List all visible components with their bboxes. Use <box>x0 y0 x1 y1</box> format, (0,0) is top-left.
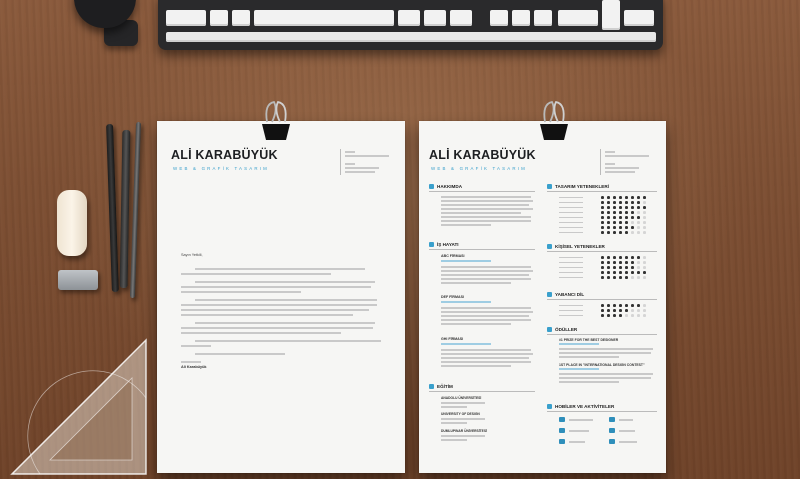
section-rule <box>429 391 535 392</box>
skill-level-dot <box>643 304 646 307</box>
skill-level-dot <box>643 196 646 199</box>
hobby-label <box>569 419 593 421</box>
skill-label <box>559 217 583 219</box>
skill-level-dot <box>601 271 604 274</box>
skill-label <box>559 267 583 269</box>
skill-level-dot <box>607 221 610 224</box>
job-title: GHI FİRMASI <box>441 337 464 341</box>
hobbies-title: HOBİLER VE AKTİVİTELER <box>555 404 615 409</box>
skill-label <box>559 315 583 317</box>
skill-level-dot <box>613 201 616 204</box>
award-line <box>559 381 619 383</box>
skill-level-dot <box>637 266 640 269</box>
job-meta <box>441 343 491 345</box>
section-rule <box>547 191 657 192</box>
contact-line <box>345 171 375 173</box>
contact-line <box>605 167 639 169</box>
letter-subtitle: WEB & GRAFİK TASARIM <box>173 166 270 171</box>
skill-level-dot <box>631 216 634 219</box>
award-title: #1 PRIZE FOR THE BEST DESIGNER <box>559 338 619 342</box>
hobby-icon <box>559 417 565 422</box>
skill-level-dot <box>625 276 628 279</box>
skill-level-dot <box>619 206 622 209</box>
skill-level-dot <box>601 266 604 269</box>
skill-level-dot <box>601 261 604 264</box>
skill-level-dot <box>643 256 646 259</box>
body-line <box>181 286 371 288</box>
job-line <box>441 266 531 268</box>
job-line <box>441 270 533 272</box>
personal-skills-title: KİŞİSEL YETENEKLER <box>555 244 605 249</box>
job-line <box>441 315 529 317</box>
skill-level-dot <box>631 206 634 209</box>
skill-level-dot <box>637 231 640 234</box>
job-line <box>441 349 531 351</box>
skill-level-dot <box>643 266 646 269</box>
section-rule <box>429 249 535 250</box>
skill-level-dot <box>625 266 628 269</box>
skill-level-dot <box>643 221 646 224</box>
skill-level-dot <box>637 201 640 204</box>
body-line <box>181 291 301 293</box>
binder-clip <box>258 98 294 142</box>
skill-level-dot <box>637 216 640 219</box>
skill-level-dot <box>631 261 634 264</box>
skill-level-dot <box>643 201 646 204</box>
skill-level-dot <box>631 196 634 199</box>
skill-label <box>559 262 583 264</box>
languages-icon <box>547 292 552 297</box>
job-line <box>441 274 529 276</box>
skill-level-dot <box>601 231 604 234</box>
skill-level-dot <box>637 206 640 209</box>
skill-level-dot <box>619 261 622 264</box>
skill-level-dot <box>613 196 616 199</box>
job-line <box>441 353 533 355</box>
about-line <box>441 224 491 226</box>
school-line <box>441 439 467 441</box>
skill-level-dot <box>643 261 646 264</box>
eraser <box>57 190 87 256</box>
skill-level-dot <box>613 314 616 317</box>
skill-level-dot <box>631 226 634 229</box>
skill-level-dot <box>607 201 610 204</box>
contact-line <box>345 163 355 165</box>
skill-level-dot <box>625 206 628 209</box>
work-icon <box>429 242 434 247</box>
skill-level-dot <box>601 211 604 214</box>
skill-level-dot <box>607 276 610 279</box>
skill-level-dot <box>643 271 646 274</box>
skill-label <box>559 277 583 279</box>
hobby-label <box>569 430 589 432</box>
skill-level-dot <box>625 231 628 234</box>
job-line <box>441 357 529 359</box>
skill-label <box>559 232 583 234</box>
education-icon <box>429 384 434 389</box>
skill-level-dot <box>607 271 610 274</box>
cover-letter <box>157 121 405 473</box>
contact-divider <box>340 149 341 175</box>
skill-label <box>559 227 583 229</box>
education-title: EĞİTİM <box>437 384 453 389</box>
skill-level-dot <box>607 256 610 259</box>
skill-level-dot <box>631 309 634 312</box>
skill-level-dot <box>619 201 622 204</box>
about-line <box>441 204 529 206</box>
skill-level-dot <box>625 226 628 229</box>
job-title: DEF FİRMASI <box>441 295 464 299</box>
award-line <box>559 356 619 358</box>
hobby-label <box>569 441 585 443</box>
body-line <box>195 268 365 270</box>
skill-level-dot <box>613 221 616 224</box>
skill-level-dot <box>631 304 634 307</box>
work-title: İŞ HAYATI <box>437 242 459 247</box>
skill-level-dot <box>613 211 616 214</box>
job-line <box>441 278 531 280</box>
binder-clip <box>536 98 572 142</box>
letter-name: ALİ KARABÜYÜK <box>171 148 278 162</box>
job-line <box>441 361 531 363</box>
languages-title: YABANCI DİL <box>555 292 585 297</box>
cv-subtitle: WEB & GRAFİK TASARIM <box>431 166 528 171</box>
about-line <box>441 220 531 222</box>
about-line <box>441 208 533 210</box>
skill-level-dot <box>613 271 616 274</box>
skill-label <box>559 197 583 199</box>
skill-label <box>559 257 583 259</box>
skill-level-dot <box>607 226 610 229</box>
skill-level-dot <box>625 216 628 219</box>
cv-name: ALİ KARABÜYÜK <box>429 148 536 162</box>
keyboard <box>158 0 663 50</box>
skill-level-dot <box>601 201 604 204</box>
skill-level-dot <box>619 231 622 234</box>
skill-level-dot <box>643 276 646 279</box>
skill-level-dot <box>631 271 634 274</box>
skill-level-dot <box>631 276 634 279</box>
pencil-grey <box>130 122 141 298</box>
skill-level-dot <box>613 276 616 279</box>
signature: Ali Karabüyük <box>181 365 207 369</box>
skill-level-dot <box>601 276 604 279</box>
skill-level-dot <box>607 309 610 312</box>
school-line <box>441 435 485 437</box>
hobby-icon <box>559 428 565 433</box>
hobby-label <box>619 441 637 443</box>
skill-level-dot <box>613 216 616 219</box>
skill-label <box>559 272 583 274</box>
skill-level-dot <box>625 211 628 214</box>
skill-level-dot <box>637 211 640 214</box>
skill-level-dot <box>613 226 616 229</box>
skill-level-dot <box>625 196 628 199</box>
skill-level-dot <box>625 221 628 224</box>
about-line <box>441 216 531 218</box>
skill-level-dot <box>619 309 622 312</box>
skill-level-dot <box>601 196 604 199</box>
triangle-ruler <box>10 338 150 478</box>
skill-level-dot <box>613 304 616 307</box>
skill-level-dot <box>643 314 646 317</box>
body-line <box>181 345 211 347</box>
skill-level-dot <box>637 256 640 259</box>
contact-divider <box>600 149 601 175</box>
school-line <box>441 402 485 404</box>
body-line <box>195 353 285 355</box>
skill-level-dot <box>601 216 604 219</box>
award-title: 1ST PLACE IN "INTERNATIONAL DESIGN CONTEST" <box>559 363 645 367</box>
skill-level-dot <box>613 231 616 234</box>
skill-level-dot <box>613 256 616 259</box>
skill-level-dot <box>631 221 634 224</box>
skill-level-dot <box>607 314 610 317</box>
skill-level-dot <box>601 206 604 209</box>
contact-line <box>345 155 389 157</box>
skill-level-dot <box>613 309 616 312</box>
section-rule <box>547 411 657 412</box>
school-line <box>441 418 485 420</box>
skill-level-dot <box>637 271 640 274</box>
contact-line <box>605 155 649 157</box>
skill-level-dot <box>625 314 628 317</box>
hobby-icon <box>559 439 565 444</box>
skill-level-dot <box>631 231 634 234</box>
body-line <box>181 327 373 329</box>
pen-black <box>120 130 131 288</box>
resume <box>419 121 666 473</box>
skill-level-dot <box>601 304 604 307</box>
section-rule <box>547 299 657 300</box>
skill-level-dot <box>607 261 610 264</box>
skill-label <box>559 222 583 224</box>
skill-level-dot <box>619 211 622 214</box>
award-line <box>559 352 651 354</box>
skill-level-dot <box>631 201 634 204</box>
job-line <box>441 365 511 367</box>
school-name: ANADOLU ÜNİVERSİTESİ <box>441 396 482 400</box>
sharpener <box>58 270 98 290</box>
school-line <box>441 422 467 424</box>
award-line <box>559 377 651 379</box>
section-rule <box>547 334 657 335</box>
contact-line <box>345 167 379 169</box>
hobby-icon <box>609 417 615 422</box>
skill-label <box>559 207 583 209</box>
skill-level-dot <box>619 196 622 199</box>
section-rule <box>429 191 535 192</box>
body-line <box>181 273 331 275</box>
about-line <box>441 212 521 214</box>
body-line <box>195 322 375 324</box>
design-skills-icon <box>547 184 552 189</box>
contact-line <box>605 163 615 165</box>
award-line <box>559 348 653 350</box>
skill-level-dot <box>607 231 610 234</box>
job-meta <box>441 301 491 303</box>
skill-level-dot <box>607 211 610 214</box>
section-rule <box>547 251 657 252</box>
skill-level-dot <box>625 261 628 264</box>
job-line <box>441 311 533 313</box>
skill-level-dot <box>631 211 634 214</box>
skill-level-dot <box>613 261 616 264</box>
about-line <box>441 196 531 198</box>
job-meta <box>441 260 491 262</box>
body-line <box>181 304 377 306</box>
skill-label <box>559 310 583 312</box>
body-line <box>181 332 341 334</box>
award-meta <box>559 368 599 370</box>
skill-level-dot <box>625 271 628 274</box>
salutation: Sayın Yetkili, <box>181 253 203 257</box>
skill-level-dot <box>619 271 622 274</box>
body-line <box>195 340 381 342</box>
skill-level-dot <box>601 314 604 317</box>
skill-level-dot <box>631 266 634 269</box>
body-line <box>195 299 377 301</box>
hobby-icon <box>609 428 615 433</box>
skill-level-dot <box>619 226 622 229</box>
design-skills-title: TASARIM YETENEKLERİ <box>555 184 609 189</box>
skill-level-dot <box>619 266 622 269</box>
skill-level-dot <box>625 309 628 312</box>
skill-level-dot <box>637 221 640 224</box>
skill-level-dot <box>643 206 646 209</box>
school-line <box>441 406 467 408</box>
hobby-label <box>619 430 635 432</box>
job-title: ABC FİRMASI <box>441 254 465 258</box>
skill-level-dot <box>643 216 646 219</box>
about-icon <box>429 184 434 189</box>
skill-level-dot <box>643 211 646 214</box>
body-line <box>181 361 201 363</box>
skill-level-dot <box>607 196 610 199</box>
job-line <box>441 319 531 321</box>
skill-level-dot <box>637 304 640 307</box>
skill-level-dot <box>607 206 610 209</box>
skill-level-dot <box>607 304 610 307</box>
skill-level-dot <box>613 266 616 269</box>
skill-level-dot <box>607 216 610 219</box>
hobby-label <box>619 419 633 421</box>
hobbies-icon <box>547 404 552 409</box>
skill-level-dot <box>619 314 622 317</box>
skill-label <box>559 305 583 307</box>
skill-level-dot <box>643 231 646 234</box>
personal-skills-icon <box>547 244 552 249</box>
awards-title: ÖDÜLLER <box>555 327 578 332</box>
skill-level-dot <box>643 226 646 229</box>
awards-icon <box>547 327 552 332</box>
skill-level-dot <box>625 256 628 259</box>
skill-level-dot <box>637 261 640 264</box>
body-line <box>181 309 369 311</box>
skill-level-dot <box>637 196 640 199</box>
about-line <box>441 200 533 202</box>
skill-level-dot <box>637 226 640 229</box>
skill-level-dot <box>625 201 628 204</box>
skill-level-dot <box>601 226 604 229</box>
pencil-black <box>106 124 119 292</box>
skill-level-dot <box>619 304 622 307</box>
skill-label <box>559 202 583 204</box>
skill-level-dot <box>619 256 622 259</box>
skill-label <box>559 212 583 214</box>
skill-level-dot <box>631 314 634 317</box>
contact-line <box>345 151 355 153</box>
skill-level-dot <box>607 266 610 269</box>
skill-level-dot <box>619 276 622 279</box>
skill-level-dot <box>619 221 622 224</box>
school-name: UNIVERSITY OF DESIGN <box>441 412 480 416</box>
skill-level-dot <box>601 256 604 259</box>
skill-level-dot <box>625 304 628 307</box>
skill-level-dot <box>601 221 604 224</box>
skill-level-dot <box>613 206 616 209</box>
job-line <box>441 323 511 325</box>
job-line <box>441 282 511 284</box>
skill-level-dot <box>631 256 634 259</box>
school-name: DUMLUPINAR ÜNİVERSİTESİ <box>441 429 487 433</box>
body-line <box>195 281 375 283</box>
job-line <box>441 307 531 309</box>
award-line <box>559 373 653 375</box>
award-meta <box>559 343 599 345</box>
contact-line <box>605 151 615 153</box>
contact-line <box>605 171 635 173</box>
about-title: HAKKIMDA <box>437 184 463 189</box>
skill-level-dot <box>637 309 640 312</box>
skill-level-dot <box>637 314 640 317</box>
skill-level-dot <box>619 216 622 219</box>
skill-level-dot <box>601 309 604 312</box>
body-line <box>181 314 353 316</box>
skill-level-dot <box>637 276 640 279</box>
skill-level-dot <box>643 309 646 312</box>
hobby-icon <box>609 439 615 444</box>
